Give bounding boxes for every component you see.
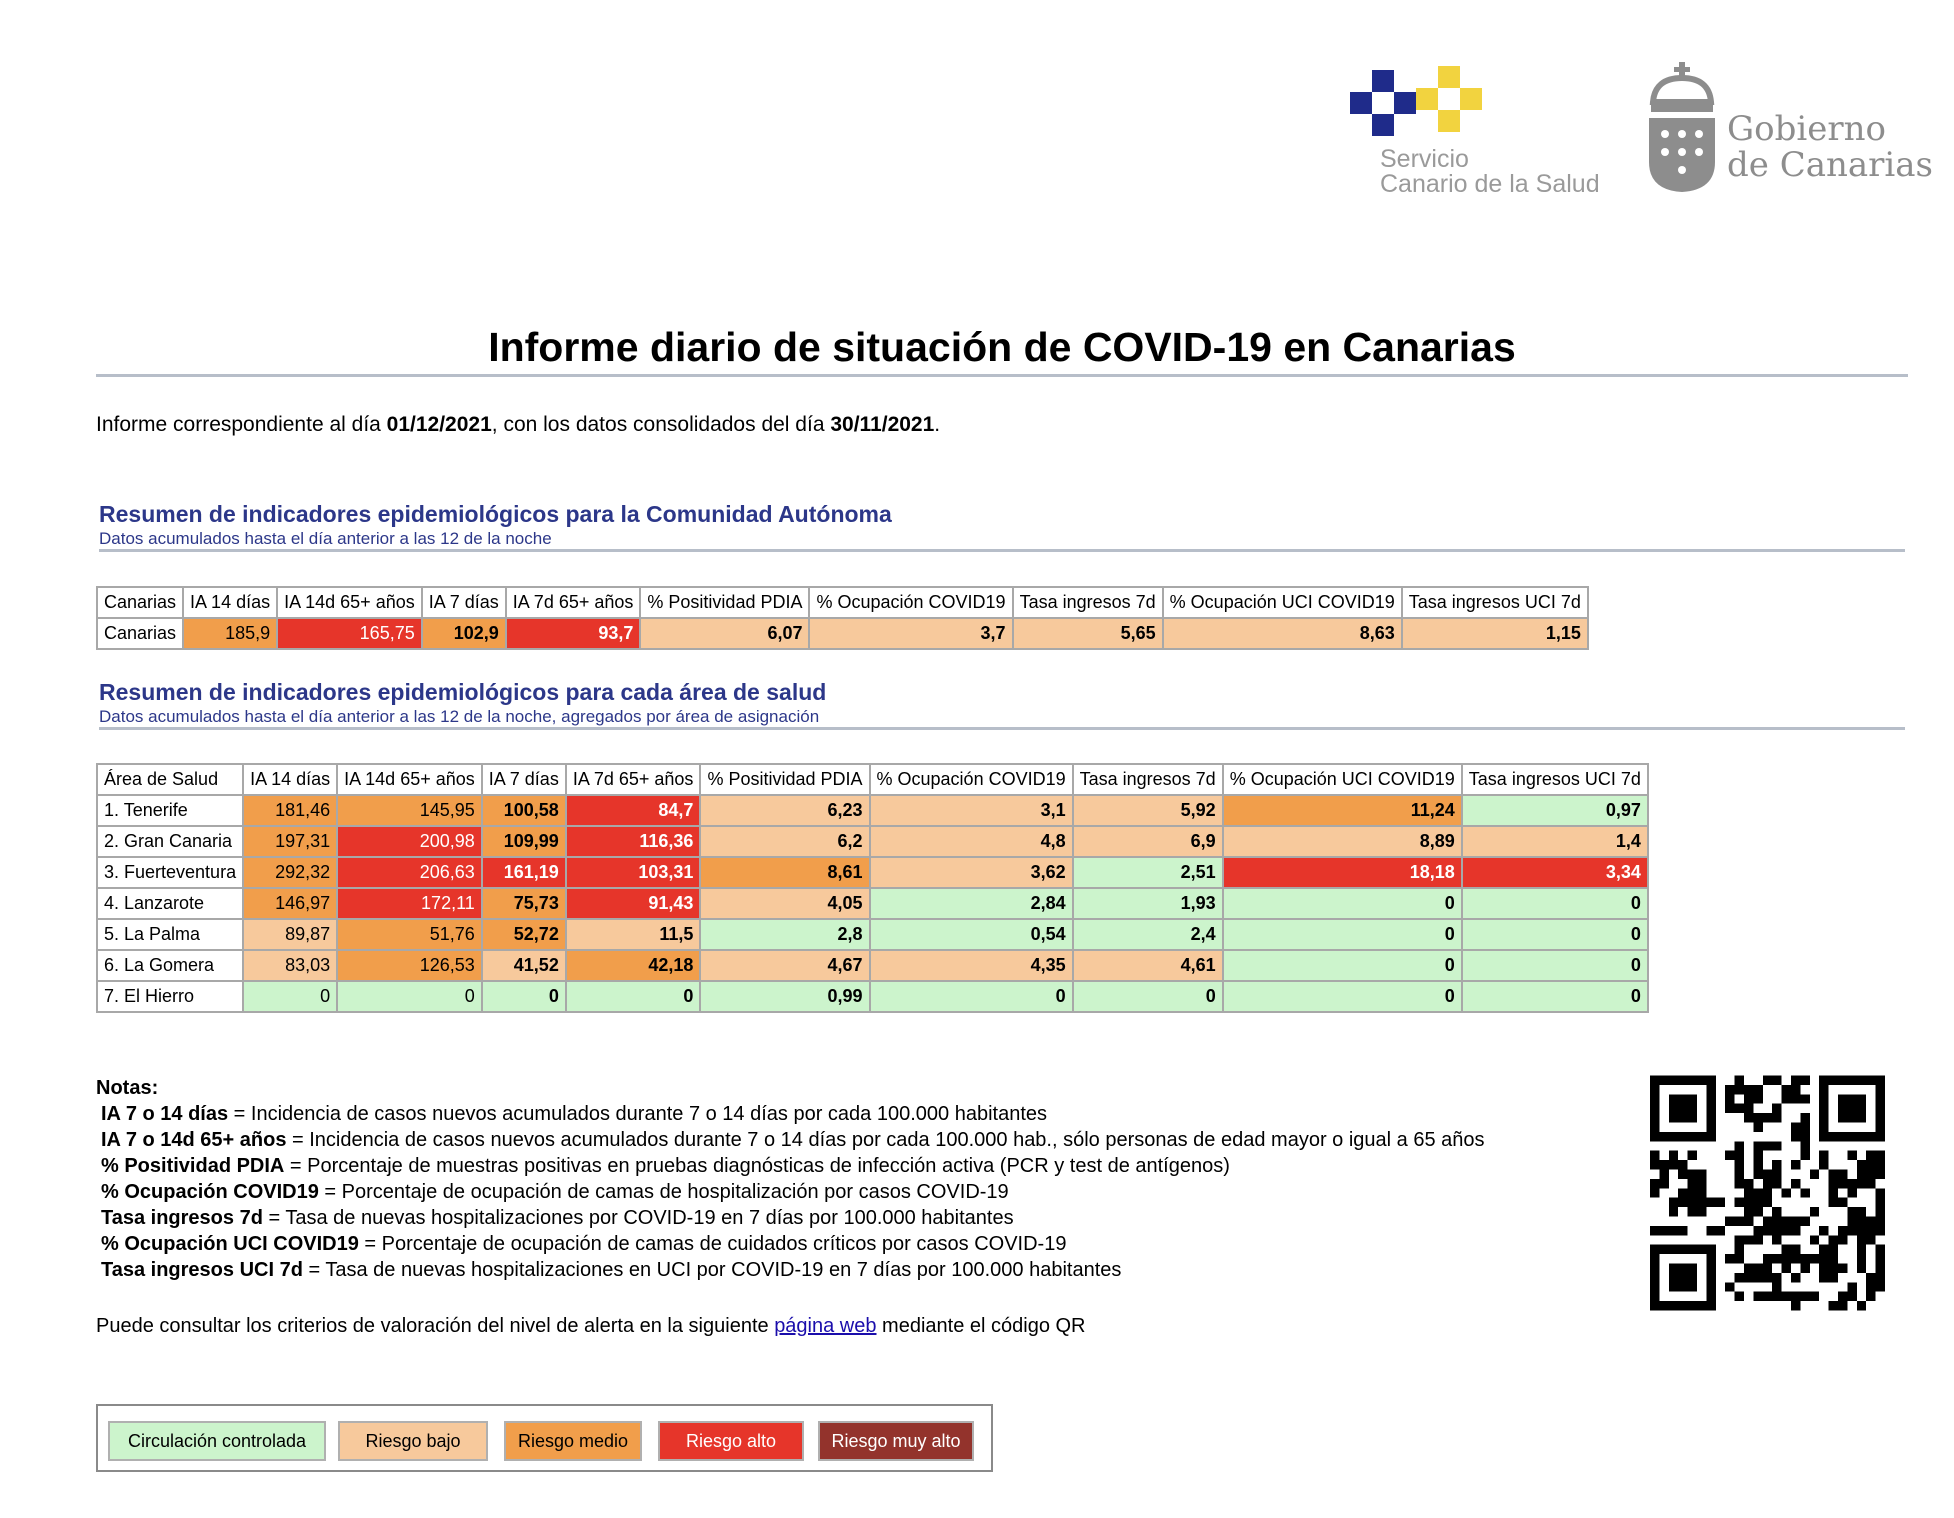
report-date-line: [96, 412, 940, 438]
table-cell: 172,11: [337, 888, 482, 919]
table-cell: 145,95: [337, 795, 482, 826]
table-row: [97, 888, 1648, 919]
table-cell: 0,99: [700, 981, 869, 1012]
coat-of-arms-icon: [1645, 62, 1719, 192]
table-row: [97, 981, 1648, 1012]
column-header: Canarias: [97, 587, 183, 618]
note-item: [96, 1205, 1485, 1231]
note-item: [96, 1127, 1485, 1153]
section1-title: Resumen de indicadores epidemiológicos para la Comunidad Autónoma: [99, 501, 892, 527]
table-row: [97, 950, 1648, 981]
table-cell: 5,65: [1013, 618, 1163, 649]
legend-item-muyalto: Riesgo muy alto: [818, 1421, 974, 1461]
table-cell: 3,7: [809, 618, 1012, 649]
legend-item-alto: Riesgo alto: [658, 1421, 804, 1461]
note-definition: = Porcentaje de ocupación de camas de hospitalización por casos COVID-19: [318, 1181, 1009, 1203]
table-cell: 75,73: [482, 888, 566, 919]
note-item: [96, 1179, 1485, 1205]
notes-list: [96, 1101, 1485, 1283]
table-cell: 4,35: [870, 950, 1073, 981]
row-label: 2. Gran Canaria: [97, 826, 243, 857]
table-cell: 51,76: [337, 919, 482, 950]
note-term: % Ocupación UCI COVID19: [101, 1233, 359, 1255]
column-header: Tasa ingresos UCI 7d: [1462, 764, 1648, 795]
notes-heading: Notas:: [96, 1077, 159, 1099]
column-header: % Positividad PDIA: [640, 587, 809, 618]
table-cell: 5,92: [1073, 795, 1223, 826]
note-definition: = Tasa de nuevas hospitalizaciones en UCI por COVID-19 en 7 días por 100.000 habitantes: [302, 1259, 1122, 1281]
table-cell: 2,8: [700, 919, 869, 950]
report-middle: , con los datos consolidados del día: [491, 413, 831, 436]
table-cell: 100,58: [482, 795, 566, 826]
table-cell: 83,03: [243, 950, 337, 981]
table-cell: 4,8: [870, 826, 1073, 857]
table-cell: 116,36: [566, 826, 701, 857]
report-suffix: .: [934, 413, 941, 436]
note-definition: = Incidencia de casos nuevos acumulados durante 7 o 14 días por cada 100.000 habitantes: [228, 1103, 1047, 1125]
table-cell: 8,63: [1163, 618, 1402, 649]
column-header: % Ocupación UCI COVID19: [1223, 764, 1462, 795]
scs-logo: [1350, 62, 1600, 202]
note-term: IA 7 o 14 días: [101, 1103, 229, 1125]
table-cell: 0,97: [1462, 795, 1648, 826]
row-label: 1. Tenerife: [97, 795, 243, 826]
column-header: IA 14 días: [183, 587, 277, 618]
table-cell: 4,67: [700, 950, 869, 981]
column-header: IA 7d 65+ años: [506, 587, 641, 618]
note-term: IA 7 o 14d 65+ años: [101, 1129, 287, 1151]
section2-title: Resumen de indicadores epidemiológicos para cada área de salud: [99, 679, 827, 705]
table-cell: 6,2: [700, 826, 869, 857]
table-cell: 200,98: [337, 826, 482, 857]
table-cell: 206,63: [337, 857, 482, 888]
legend-item-medio: Riesgo medio: [504, 1421, 642, 1461]
table-cell: 0: [1462, 919, 1648, 950]
title-divider: [96, 374, 1908, 377]
report-date: 01/12/2021: [386, 413, 492, 436]
column-header: IA 14d 65+ años: [277, 587, 422, 618]
row-label: 3. Fuerteventura: [97, 857, 243, 888]
table-cell: 6,23: [700, 795, 869, 826]
table-cell: 292,32: [243, 857, 337, 888]
table-cell: 161,19: [482, 857, 566, 888]
note-definition: = Incidencia de casos nuevos acumulados durante 7 o 14 días por cada 100.000 hab., sólo personas de edad mayor o igual a 65 años: [286, 1129, 1485, 1151]
table-cell: 0: [1223, 981, 1462, 1012]
web-page-link[interactable]: página web: [774, 1315, 877, 1337]
table-row: [97, 618, 1588, 649]
table-cell: 197,31: [243, 826, 337, 857]
note-term: Tasa ingresos 7d: [101, 1207, 263, 1229]
note-item: [96, 1231, 1485, 1257]
section1-subtitle: Datos acumulados hasta el día anterior a las 12 de la noche: [99, 529, 552, 548]
data-date: 30/11/2021: [830, 413, 935, 436]
column-header: % Ocupación UCI COVID19: [1163, 587, 1402, 618]
column-header: IA 7 días: [422, 587, 506, 618]
table-cell: 102,9: [422, 618, 506, 649]
table-cell: 93,7: [506, 618, 641, 649]
risk-legend: [96, 1404, 993, 1472]
note-definition: = Porcentaje de ocupación de camas de cuidados críticos por casos COVID-19: [358, 1233, 1067, 1255]
table-cell: 0: [482, 981, 566, 1012]
scs-logo-line1: Servicio: [1380, 145, 1469, 173]
table-cell: 41,52: [482, 950, 566, 981]
note-definition: = Tasa de nuevas hospitalizaciones por COVID-19 en 7 días por 100.000 habitantes: [262, 1207, 1014, 1229]
table-cell: 1,4: [1462, 826, 1648, 857]
table-row: [97, 857, 1648, 888]
table-cell: 165,75: [277, 618, 422, 649]
community-table: [96, 586, 1589, 650]
table-cell: 91,43: [566, 888, 701, 919]
table-cell: 103,31: [566, 857, 701, 888]
consult-prefix: Puede consultar los criterios de valoración del nivel de alerta en la siguiente: [96, 1315, 775, 1337]
column-header: Tasa ingresos UCI 7d: [1402, 587, 1588, 618]
scs-squares-icon: [1350, 62, 1600, 142]
table-cell: 185,9: [183, 618, 277, 649]
page-title: Informe diario de situación de COVID-19 en Canarias: [488, 324, 1516, 370]
note-item: [96, 1153, 1485, 1179]
table-cell: 0: [1223, 919, 1462, 950]
table-cell: 8,61: [700, 857, 869, 888]
row-label: 7. El Hierro: [97, 981, 243, 1012]
row-label: 5. La Palma: [97, 919, 243, 950]
table-cell: 3,1: [870, 795, 1073, 826]
column-header: Tasa ingresos 7d: [1013, 587, 1163, 618]
table-cell: 4,61: [1073, 950, 1223, 981]
table-cell: 0: [1223, 888, 1462, 919]
legend-item-ctrl: Circulación controlada: [108, 1421, 326, 1461]
table-cell: 52,72: [482, 919, 566, 950]
legend-item-bajo: Riesgo bajo: [338, 1421, 488, 1461]
table-cell: 0: [1073, 981, 1223, 1012]
table-cell: 0: [1462, 950, 1648, 981]
scs-logo-line2: Canario de la Salud: [1380, 170, 1600, 198]
qr-code-icon[interactable]: [1650, 1075, 1885, 1311]
table-cell: 1,15: [1402, 618, 1588, 649]
table-cell: 0: [1223, 950, 1462, 981]
table-header-row: [97, 587, 1588, 618]
table-row: [97, 795, 1648, 826]
consult-suffix: mediante el código QR: [876, 1315, 1086, 1337]
table-cell: 2,84: [870, 888, 1073, 919]
health-area-table: [96, 763, 1649, 1013]
note-term: Tasa ingresos UCI 7d: [101, 1259, 303, 1281]
table-cell: 11,24: [1223, 795, 1462, 826]
column-header: IA 14 días: [243, 764, 337, 795]
notes: [96, 1075, 1485, 1283]
section2-divider: [99, 727, 1905, 730]
table-body: [97, 795, 1648, 1012]
table-header-row: [97, 764, 1648, 795]
row-label: Canarias: [97, 618, 183, 649]
table-cell: 0: [566, 981, 701, 1012]
table-cell: 0: [870, 981, 1073, 1012]
consult-line: [96, 1313, 1086, 1339]
column-header: Tasa ingresos 7d: [1073, 764, 1223, 795]
column-header: Área de Salud: [97, 764, 243, 795]
table-cell: 4,05: [700, 888, 869, 919]
column-header: % Positividad PDIA: [700, 764, 869, 795]
row-label: 6. La Gomera: [97, 950, 243, 981]
column-header: % Ocupación COVID19: [870, 764, 1073, 795]
note-term: % Ocupación COVID19: [101, 1181, 319, 1203]
table-cell: 1,93: [1073, 888, 1223, 919]
section1-divider: [99, 549, 1905, 552]
table-cell: 0,54: [870, 919, 1073, 950]
table-cell: 2,4: [1073, 919, 1223, 950]
table-cell: 126,53: [337, 950, 482, 981]
table-cell: 18,18: [1223, 857, 1462, 888]
table-cell: 84,7: [566, 795, 701, 826]
table-cell: 6,07: [640, 618, 809, 649]
gobierno-logo-line2: de Canarias: [1727, 145, 1933, 185]
table-row: [97, 919, 1648, 950]
table-cell: 6,9: [1073, 826, 1223, 857]
table-cell: 181,46: [243, 795, 337, 826]
table-cell: 0: [337, 981, 482, 1012]
table-cell: 0: [1462, 888, 1648, 919]
column-header: IA 7 días: [482, 764, 566, 795]
table-cell: 89,87: [243, 919, 337, 950]
table-cell: 2,51: [1073, 857, 1223, 888]
table-cell: 8,89: [1223, 826, 1462, 857]
note-term: % Positividad PDIA: [101, 1155, 285, 1177]
table-row: [97, 826, 1648, 857]
table-cell: 3,34: [1462, 857, 1648, 888]
row-label: 4. Lanzarote: [97, 888, 243, 919]
table-cell: 42,18: [566, 950, 701, 981]
table-cell: 0: [243, 981, 337, 1012]
column-header: IA 7d 65+ años: [566, 764, 701, 795]
table-cell: 11,5: [566, 919, 701, 950]
note-item: [96, 1101, 1485, 1127]
table-cell: 3,62: [870, 857, 1073, 888]
report-prefix: Informe correspondiente al día: [96, 413, 387, 436]
column-header: IA 14d 65+ años: [337, 764, 482, 795]
table-cell: 0: [1462, 981, 1648, 1012]
table-cell: 146,97: [243, 888, 337, 919]
gobierno-logo-line1: Gobierno: [1727, 109, 1887, 149]
section2-subtitle: Datos acumulados hasta el día anterior a las 12 de la noche, agregados por área de asignación: [99, 707, 820, 726]
table-cell: 109,99: [482, 826, 566, 857]
column-header: % Ocupación COVID19: [809, 587, 1012, 618]
gobierno-logo: [1645, 62, 1935, 202]
note-definition: = Porcentaje de muestras positivas en pruebas diagnósticas de infección activa (PCR y test de antígenos): [284, 1155, 1230, 1177]
note-item: [96, 1257, 1485, 1283]
